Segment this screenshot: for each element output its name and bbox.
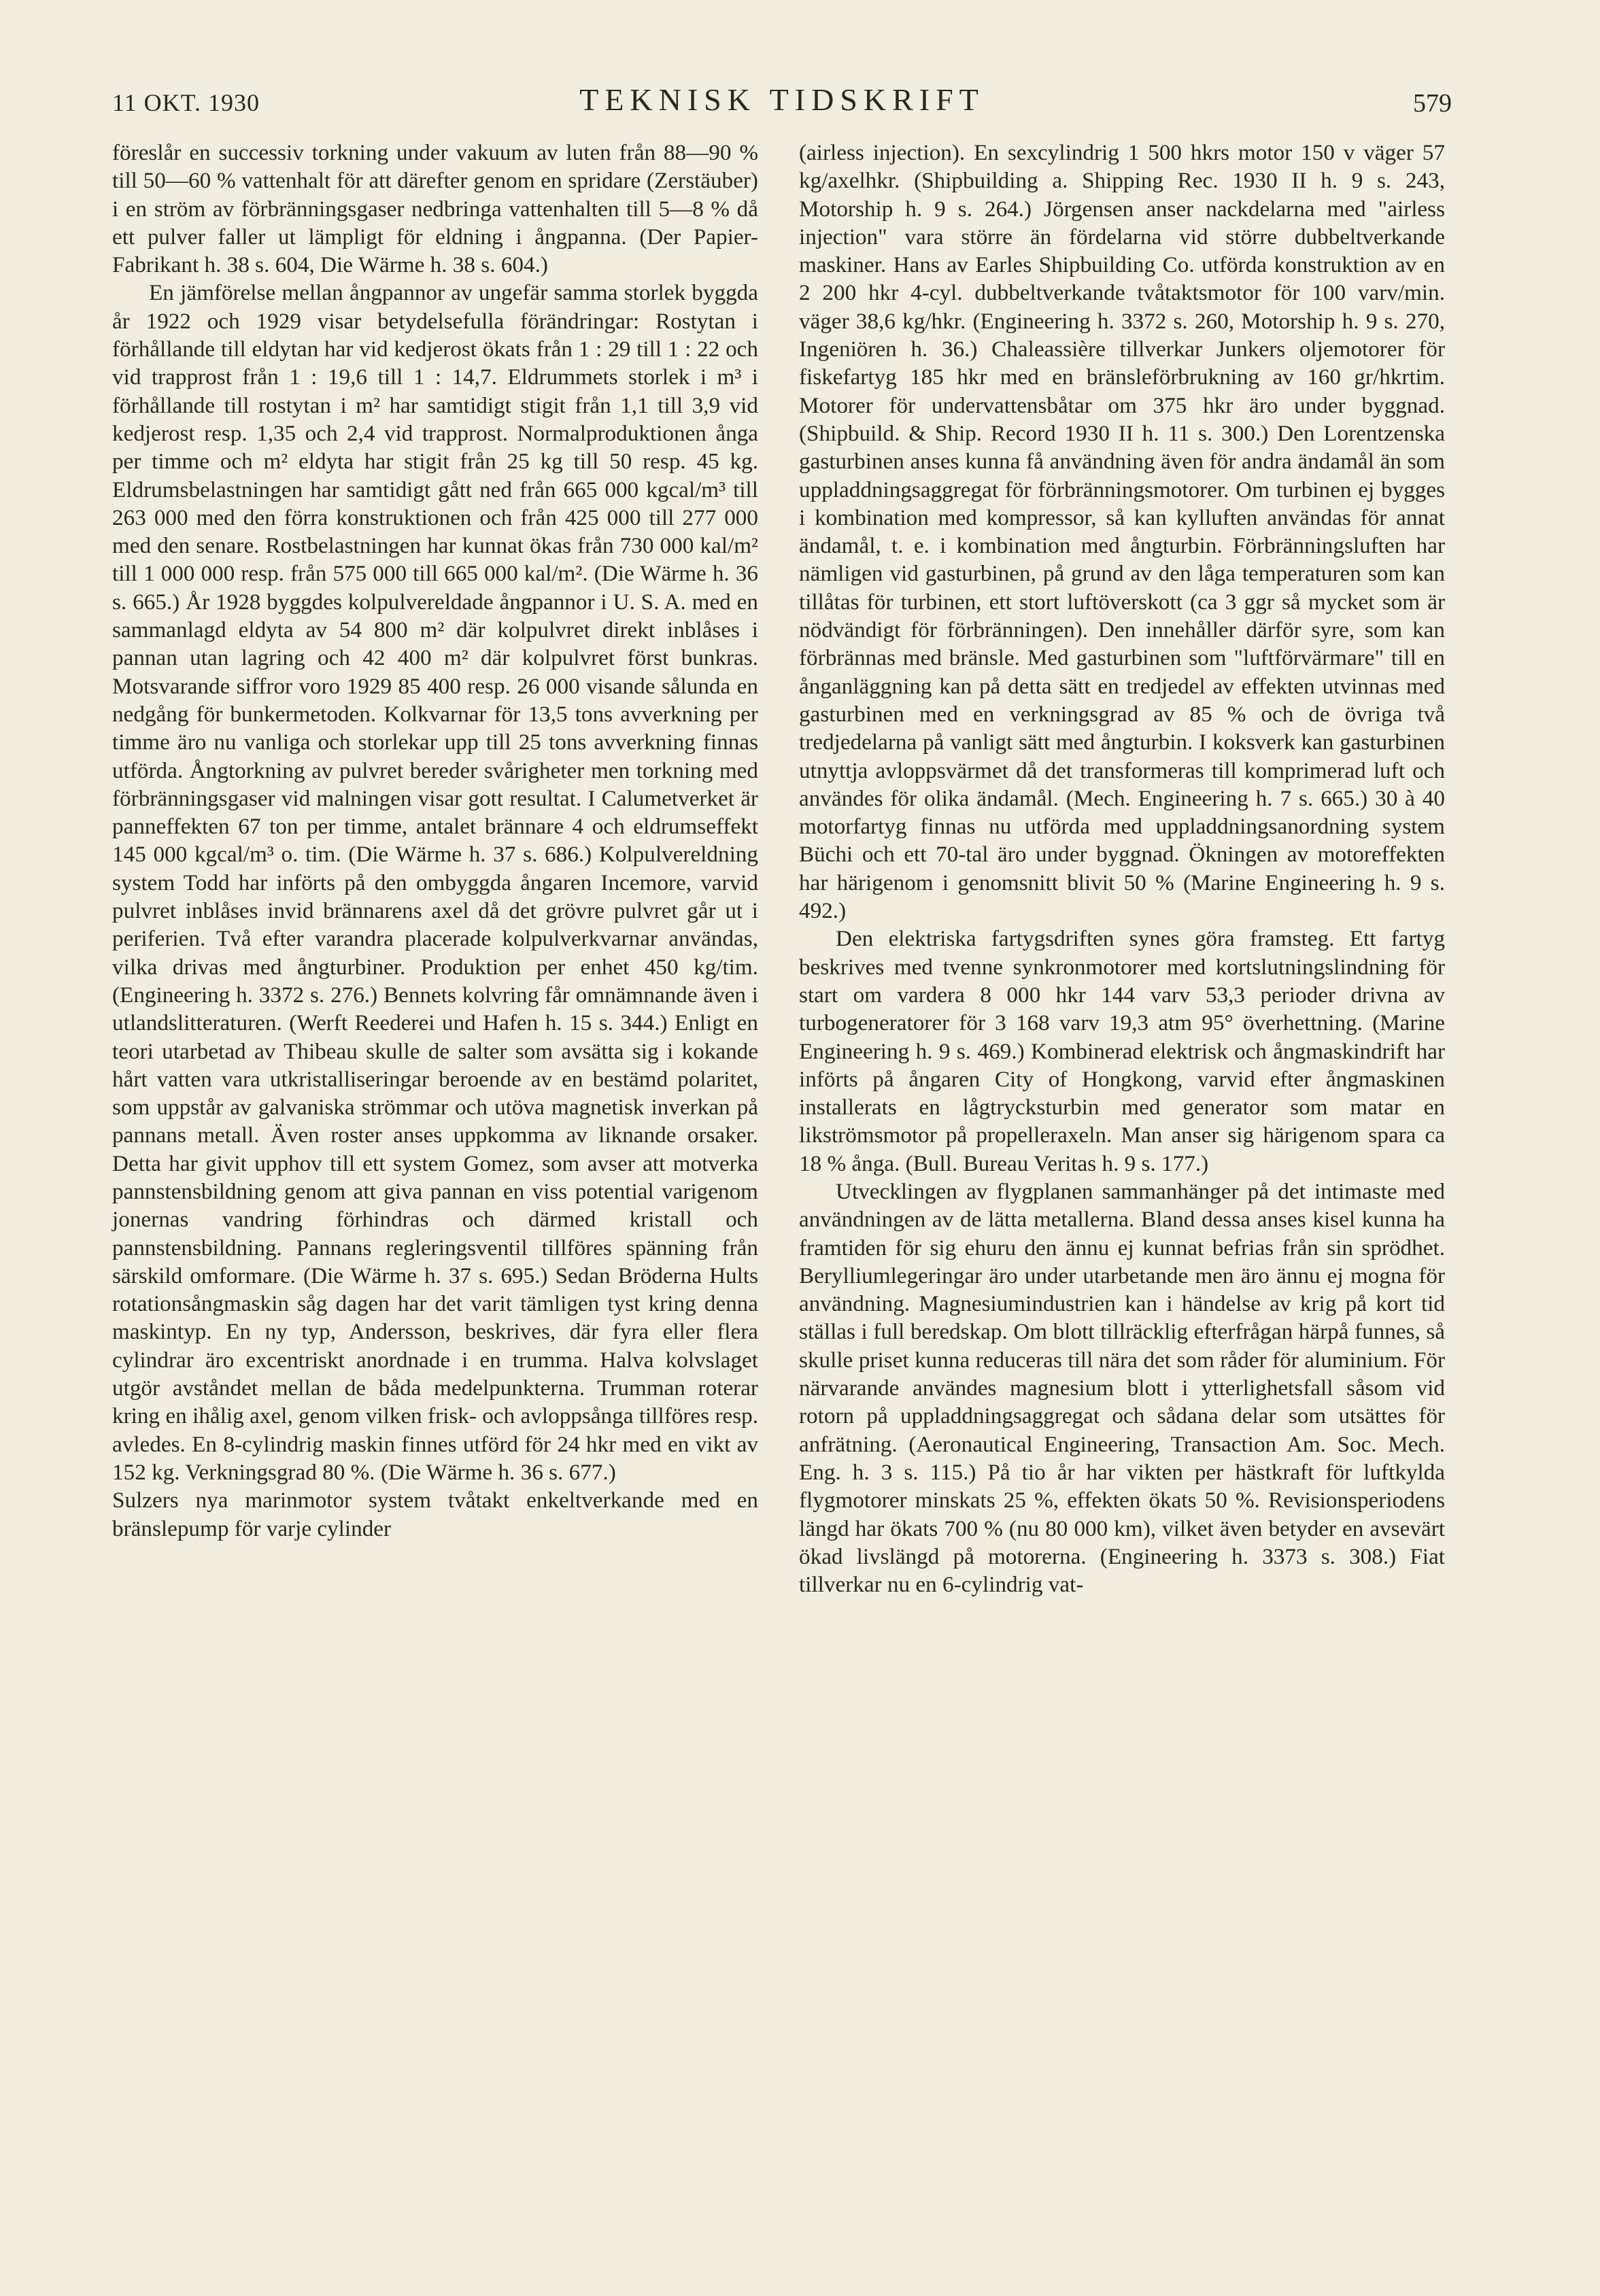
paragraph: (airless injection). En sexcylindrig 1 500 hkrs motor 150 v väger 57 kg/axelhkr. (Shipbuilding a. Shipping Rec. 1930 II h. 9 s. 243, Motorship h. 9 s. 264.) Jörgensen anser nackdelarna med "airless injection" vara större än fördelarna vid större dubbeltverkande maskiner. Hans av Earles Shipbuilding Co. utförda konstruktion av en 2 200 hkr 4-cyl. dubbeltverkande tvåtaktsmotor för 100 varv/min. väger 38,6 kg/hkr. (Engineering h. 3372 s. 260, Motorship h. 9 s. 270, Ingeniören h. 36.) Chaleassière tillverkar Junkers oljemotorer för fiskefartyg 185 hkr med en bränsleförbrukning av 160 gr/hkrtim. Motorer för undervattensbåtar om 375 hkr äro under byggnad. (Shipbuild. & Ship. Record 1930 II h. 11 s. 300.) Den Lorentzenska gasturbinen anses kunna få användning även för andra ändamål än som uppladdningsaggregat för förbränningsmotorer. Om turbinen ej bygges i kombination med kompressor, så kan kylluften användas för annat ändamål, t. e. i kombination med ångturbin. Förbränningsluften har nämligen vid gasturbinen, på grund av den låga temperaturen som kan tillåtas för turbinen, ett stort luftöverskott (ca 3 ggr så mycket som är nödvändigt för förbränningen). Den innehåller därför syre, som kan förbrännas med bränsle. Med gasturbinen som "luftförvärmare" till en ånganläggning kan på detta sätt en tredjedel av effekten utvinnas med gasturbinen med en verkningsgrad av 85 % och de övriga två tredjedelarna på vanligt sätt med ångturbin. I koksverk kan gasturbinen utnyttja avloppsvärmet då det transformeras till komprimerad luft och användes för olika ändamål. (Mech. Engineering h. 7 s. 665.) 30 à 40 motorfartyg finnas nu utförda med uppladdningsanordning system Büchi och ett 70-tal äro under byggnad. Ökningen av motoreffekten har härigenom i genomsnitt blivit 50 % (Marine Engineering h. 9 s. 492.) bbox=[799, 140, 1445, 924]
left-column bbox=[112, 139, 758, 2178]
journal-title: TEKNISK TIDSKRIFT bbox=[579, 82, 985, 117]
paragraph: Utvecklingen av flygplanen sammanhänger på det intimaste med användningen av de lätta metallerna. Bland dessa anses kisel kunna ha framtiden för sig ehuru den ännu ej kunnat befrias från sin sprödhet. Berylliumlegeringar äro under utarbetande men äro ännu ej mogna för användning. Magnesiumindustrien kan i händelse av krig på kort tid ställas i full beredskap. Om blott tillräcklig efterfrågan härpå funnes, så skulle priset kunna reduceras till nära det som råder för aluminium. För närvarande användes magnesium blott i ytterlighetsfall såsom vid rotorn på uppladdningsaggregat och sådana delar som utsättes för anfrätning. (Aeronautical Engineering, Transaction Am. Soc. Mech. Eng. h. 3 s. 115.) På tio år har vikten per hästkraft för luftkylda flygmotorer minskats 25 %, effekten ökats 50 %. Revisionsperiodens längd har ökats 700 % (nu 80 000 km), vilket även betyder en avsevärt ökad livslängd på motorerna. (Engineering h. 3373 s. 308.) Fiat tillverkar nu en 6-cylindrig vat- bbox=[799, 1178, 1445, 1598]
paragraph: Den elektriska fartygsdriften synes göra framsteg. Ett fartyg beskrives med tvenne synkronmotorer med kortslutningslindning för start om vardera 8 000 hkr 144 varv 53,3 perioder drivna av turbogeneratorer för 3 168 varv 19,3 atm 95° överhettning. (Marine Engineering h. 9 s. 469.) Kombinerad elektrisk och ångmaskindrift har införts på ångaren City of Hongkong, varvid efter ångmaskinen installerats en lågtrycksturbin med generator som matar en likströmsmotor på propelleraxeln. Man anser sig härigenom spara ca 18 % ånga. (Bull. Bureau Veritas h. 9 s. 177.) bbox=[799, 926, 1445, 1176]
paragraph: föreslår en successiv torkning under vakuum av luten från 88—90 % till 50—60 % vattenhalt för att därefter genom en spridare (Zerstäuber) i en ström av förbränningsgaser nedbringa vattenhalten till 5—8 % då ett pulver faller ut lämpligt för eldning i ångpanna. (Der Papier-Fabrikant h. 38 s. 604, Die Wärme h. 38 s. 604.) bbox=[112, 140, 758, 278]
paragraph: Sulzers nya marinmotor system tvåtakt enkeltverkande med en bränslepump för varje cylinder bbox=[112, 1488, 758, 1541]
paragraph: En jämförelse mellan ångpannor av ungefär samma storlek byggda år 1922 och 1929 visar betydelsefulla förändringar: Rostytan i förhållande till eldytan har vid kedjerost ökats från 1 : 29 till 1 : 22 och vid trapprost från 1 : 19,6 till 1 : 14,7. Eldrummets storlek i m³ i förhållande till rostytan i m² har samtidigt stigit från 1,1 till 3,9 vid kedjerost resp. 1,35 och 2,4 vid trapprost. Normalproduktionen ånga per timme och m² eldyta har stigit från 25 kg till 50 resp. 45 kg. Eldrumsbelastningen har samtidigt gått ned från 665 000 kgcal/m³ till 263 000 med den förra konstruktionen och från 425 000 till 277 000 med den senare. Rostbelastningen har kunnat ökas från 730 000 kal/m² till 1 000 000 resp. från 575 000 till 665 000 kal/m². (Die Wärme h. 36 s. 665.) År 1928 byggdes kolpulvereldade ångpannor i U. S. A. med en sammanlagd eldyta av 54 800 m² där kolpulvret direkt inblåses i pannan utan lagring och 42 400 m² där kolpulvret först bunkras. Motsvarande siffror voro 1929 85 400 resp. 26 000 visande sålunda en nedgång för bunkermetoden. Kolkvarnar för 13,5 tons avverkning per timme äro nu vanliga och storlekar upp till 25 tons avverkning finnas utförda. Ångtorkning av pulvret bereder svårigheter men torkning med förbränningsgaser vid malningen visar gott resultat. I Calumetverket är panneffekten 67 ton per timme, antalet brännare 4 och eldrumseffekt 145 000 kgcal/m³ o. tim. (Die Wärme h. 37 s. 686.) Kolpulvereldning system Todd har införts på den ombyggda ångaren Incemore, varvid pulvret inblåses invid brännarens axel då det grövre pulvret går ut i periferien. Två efter varandra placerade kolpulverkvarnar användas, vilka drivas med ångturbiner. Produktion per enhet 450 kg/tim. (Engineering h. 3372 s. 276.) Bennets kolvring får omnämnande även i utlandslitteraturen. (Werft Reederei und Hafen h. 15 s. 344.) Enligt en teori utarbetad av Thibeau skulle de salter som avsätta sig i kokande hårt vatten vara utkristalliseringar beroende av en bestämd polaritet, som uppstår av galvaniska strömmar och utöva magnetisk inverkan på pannans metall. Även roster anses uppkomma av liknande orsaker. Detta har givit upphov till ett system Gomez, som avser att motverka pannstensbildning genom att giva pannan en viss potential varigenom jonernas vandring förhindras och därmed kristall och pannstensbildning. Pannans regleringsventil tillföres spänning från särskild omformare. (Die Wärme h. 37 s. 695.) Sedan Bröderna Hults rotationsångmaskin såg dagen har det varit tämligen tyst kring denna maskintyp. En ny typ, Andersson, beskrives, där fyra eller flera cylindrar äro excentriskt anordnade i en trumma. Halva kolvslaget utgör avståndet mellan de båda medelpunkterna. Trumman roterar kring en ihålig axel, genom vilken frisk- och avloppsånga tillföres resp. avledes. En 8-cylindrig maskin finnes utförd för 24 hkr med en vikt av 152 kg. Verkningsgrad 80 %. (Die Wärme h. 36 s. 677.) bbox=[112, 280, 758, 1485]
right-column bbox=[799, 139, 1445, 2178]
issue-date: 11 OKT. 1930 bbox=[112, 89, 260, 116]
page-header bbox=[112, 82, 1452, 122]
page-number: 579 bbox=[1413, 89, 1452, 118]
